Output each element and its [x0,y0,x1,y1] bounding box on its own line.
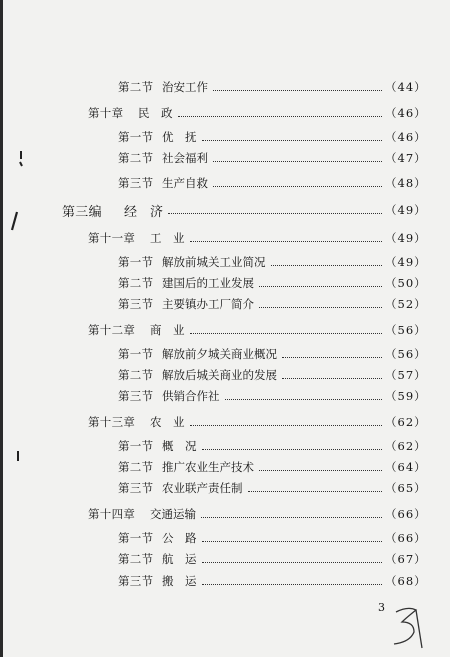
entry-title: 推广农业生产技术 [162,460,254,474]
entry-page: （65） [385,481,427,495]
section-number: 第二节 [118,368,154,382]
entry-title: 农业联产责任制 [162,481,243,495]
section-number: 第三节 [118,389,154,403]
dot-leader [202,561,383,563]
dot-leader [282,356,382,358]
toc-entry[interactable] [0,128,450,146]
entry-page: （56） [385,323,427,337]
entry-page: （49） [385,231,427,245]
entry-title: 民 政 [138,106,173,120]
dot-leader [259,469,382,471]
entry-page: （46） [385,106,427,120]
entry-page: （59） [385,389,427,403]
section-number: 第一节 [118,439,154,453]
entry-page: （66） [385,531,427,545]
smudge-mark [14,450,22,462]
section-number: 第二节 [118,460,154,474]
dot-leader [201,516,382,518]
entry-title: 公 路 [162,531,197,545]
section-number: 第三节 [118,297,154,311]
entry-title: 商 业 [150,323,185,337]
part-number: 第三编 [62,204,102,220]
entry-title: 工 业 [150,231,185,245]
entry-title: 搬 运 [162,574,197,588]
entry-title: 航 运 [162,552,197,566]
dot-leader [202,448,383,450]
entry-page: （47） [385,151,427,165]
entry-page: （62） [385,415,427,429]
smudge-mark [16,150,26,168]
entry-title: 生产自救 [162,176,208,190]
dot-leader [190,332,383,334]
section-number: 第二节 [118,80,154,94]
entry-page: （50） [385,276,427,290]
toc-entry[interactable] [0,174,450,192]
chapter-number: 第十四章 [88,507,136,521]
section-number: 第二节 [118,552,154,566]
toc-entry[interactable] [0,321,450,339]
section-number: 第一节 [118,130,154,144]
dot-leader [271,264,383,266]
entry-title: 解放后城关商业的发展 [162,368,277,382]
entry-title: 交通运输 [150,507,196,521]
dot-leader [213,160,382,162]
entry-page: （49） [385,255,427,269]
dot-leader [178,115,383,117]
section-number: 第三节 [118,481,154,495]
entry-page: （68） [385,574,427,588]
toc-entry[interactable] [0,458,450,476]
entry-page: （66） [385,507,427,521]
dot-leader [190,424,383,426]
dot-leader [259,285,382,287]
entry-page: （64） [385,460,427,474]
toc-entry[interactable] [0,505,450,523]
section-number: 第二节 [118,151,154,165]
entry-page: （57） [385,368,427,382]
dot-leader [202,139,383,141]
entry-title: 供销合作社 [162,389,220,403]
entry-title: 社会福利 [162,151,208,165]
section-number: 第一节 [118,347,154,361]
entry-title: 经 济 [124,204,164,220]
entry-page: （44） [385,80,427,94]
chapter-number: 第十章 [88,106,124,120]
handwritten-mark [388,600,428,650]
toc-entry[interactable] [0,229,450,247]
toc-entry[interactable] [0,413,450,431]
chapter-number: 第十二章 [88,323,136,337]
dot-leader [213,185,382,187]
toc-entry[interactable] [0,104,450,122]
toc-entry[interactable] [0,529,450,547]
section-number: 第三节 [118,574,154,588]
entry-page: （67） [385,552,427,566]
entry-page: （46） [385,130,427,144]
toc-entry[interactable] [0,78,450,96]
entry-page: （52） [385,297,427,311]
dot-leader [202,540,383,542]
toc-entry[interactable] [0,437,450,455]
dot-leader [202,583,383,585]
toc-entry[interactable] [0,550,450,568]
dot-leader [213,89,382,91]
toc-entry[interactable] [0,387,450,405]
dot-leader [225,398,383,400]
toc-entry[interactable] [0,201,450,219]
section-number: 第二节 [118,276,154,290]
entry-title: 解放前夕城关商业概况 [162,347,277,361]
toc-entry[interactable] [0,479,450,497]
entry-page: （56） [385,347,427,361]
toc-entry[interactable] [0,345,450,363]
chapter-number: 第十一章 [88,231,136,245]
toc-entry[interactable] [0,295,450,313]
entry-title: 治安工作 [162,80,208,94]
entry-page: （48） [385,176,427,190]
entry-title: 概 况 [162,439,197,453]
dot-leader [259,306,382,308]
page-number: 3 [378,601,385,614]
toc-entry[interactable] [0,149,450,167]
entry-title: 解放前城关工业简况 [162,255,266,269]
dot-leader [190,240,383,242]
entry-title: 农 业 [150,415,185,429]
dot-leader [168,212,382,214]
toc-entry[interactable] [0,572,450,590]
entry-title: 主要镇办工厂简介 [162,297,254,311]
section-number: 第一节 [118,531,154,545]
section-number: 第三节 [118,176,154,190]
dot-leader [282,377,382,379]
toc-entry[interactable] [0,366,450,384]
entry-page: （49） [385,203,427,217]
entry-title: 优 抚 [162,130,197,144]
toc-entry[interactable] [0,253,450,271]
entry-page: （62） [385,439,427,453]
smudge-mark [8,210,20,232]
chapter-number: 第十三章 [88,415,136,429]
toc-entry[interactable] [0,274,450,292]
entry-title: 建国后的工业发展 [162,276,254,290]
section-number: 第一节 [118,255,154,269]
dot-leader [248,490,383,492]
